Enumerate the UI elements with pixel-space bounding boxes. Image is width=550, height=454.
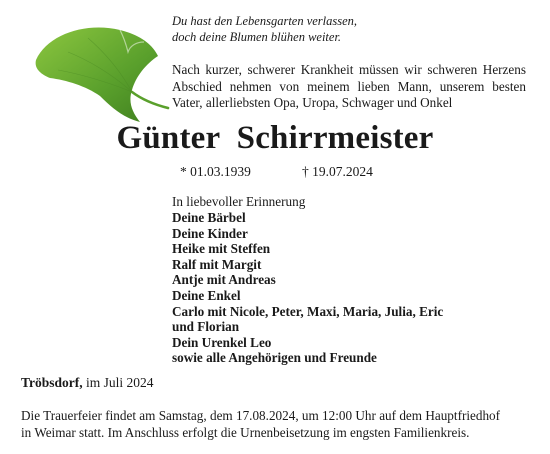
list-item: Ralf mit Margit — [172, 256, 262, 272]
quote-line: Du hast den Lebensgarten verlassen, — [172, 14, 358, 28]
death-date: † 19.07.2024 — [302, 164, 373, 179]
list-item: Dein Urenkel Leo — [172, 334, 272, 350]
mourners-list — [172, 210, 512, 366]
list-item: und Florian — [172, 319, 240, 335]
service-line: Die Trauerfeier findet am Samstag, dem 17.08.2024, um 12:00 Uhr auf dem Hauptfriedhof — [21, 408, 501, 423]
date-text: im Juli 2024 — [86, 375, 154, 390]
service-info — [21, 407, 533, 441]
birth-date: * 01.03.1939 — [180, 164, 251, 179]
list-item: Carlo mit Nicole, Peter, Maxi, Maria, Julia, Eric — [172, 303, 444, 319]
list-item: Deine Kinder — [172, 225, 248, 241]
list-item: sowie alle Angehörigen und Freunde — [172, 350, 377, 366]
intro-text: Nach kurzer, schwerer Krankheit müssen wir schweren Herzens Abschied nehmen von meinem lieben Mann, unserem besten Vater, allerliebsten Opa, Uropa, Schwager und Onkel — [172, 62, 526, 110]
memory-heading: In liebevoller Erinnerung — [172, 194, 306, 209]
list-item: Deine Bärbel — [172, 210, 246, 225]
ginkgo-leaf-icon — [28, 20, 178, 130]
quote — [172, 13, 512, 45]
town-name: Tröbsdorf, — [21, 375, 83, 390]
deceased-name: Günter Schirrmeister — [116, 120, 434, 156]
quote-line: doch deine Blumen blühen weiter. — [172, 30, 342, 44]
list-item: Antje mit Andreas — [172, 272, 276, 288]
place-date — [21, 374, 154, 391]
service-line: in Weimar statt. Im Anschluss erfolgt die Urnenbeisetzung im engsten Familienkreis. — [21, 425, 470, 440]
list-item: Deine Enkel — [172, 287, 241, 303]
list-item: Heike mit Steffen — [172, 241, 271, 257]
